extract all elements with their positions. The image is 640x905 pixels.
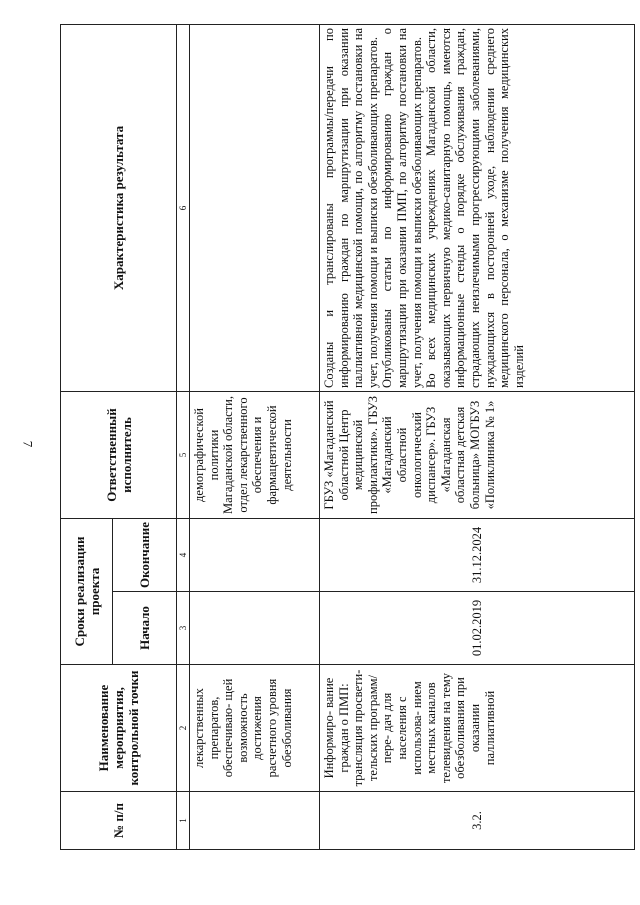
row2-name: Информиро- вание граждан о ПМП: трансляция просвети- тельских программ/пере- дач для населения с использова- нием местных каналов телевидения на тему обезболивания при оказании паллиативной: [320, 665, 635, 792]
row1-start: [190, 592, 320, 665]
row2-executor: ГБУЗ «Магаданский областной Центр медицинской профилактики». ГБУЗ «Магаданский областной онкологический диспансер». ГБУЗ «Магаданская областная детская больница» МОГБУЗ «Поликлиника № 1»: [320, 392, 635, 519]
header-name: Наименование мероприятия, контрольной точки: [61, 665, 177, 792]
header-dates: Сроки реализации проекта: [61, 519, 113, 665]
row2-num: 3.2.: [320, 792, 635, 850]
row1-end: [190, 519, 320, 592]
col-number-6: 6: [177, 25, 190, 392]
header-executor: Ответственный исполнитель: [61, 392, 177, 519]
page-number: 7: [20, 440, 36, 448]
row2-result-paragraph-3: Во всех медицинских учреждениях Магаданской области, оказывающих первичную медико-санитарную помощь, имеются информационные стенды о порядке обслуживания граждан, страдающих неизлечимыми прогрессирующими заболеваниями, нуждающихся в посторонней уходе, наблюдении среднего медицинского персонала, о механизме получения медицинских изделий: [424, 28, 526, 388]
table-row: [190, 25, 320, 850]
row1-name: лекарственных препаратов, обеспечиваю- щей возможность достижения расчетного уровня обезболивания: [190, 665, 320, 792]
row1-executor: демографической политики Магаданской области, отдел лекарственного обеспечения и фармацевтической деятельности: [190, 392, 320, 519]
header-end: Окончание: [113, 519, 177, 592]
col-number-2: 2: [177, 665, 190, 792]
col-number-4: 4: [177, 519, 190, 592]
row2-result-paragraph-1: Созданы и транслированы программы/передачи по информированию граждан по маршрутизации при оказании паллиативной медицинской помощи, по алгоритму постановки на учет, получения помощи и выписки обезболивающих препаратов.: [322, 28, 380, 388]
table-row: [320, 25, 635, 850]
col-number-1: 1: [177, 792, 190, 850]
header-result: Характеристика результата: [61, 25, 177, 392]
row1-result: [190, 25, 320, 392]
plan-table: [60, 24, 635, 850]
col-number-3: 3: [177, 592, 190, 665]
rotated-table-wrapper: [60, 25, 635, 850]
row2-result-paragraph-2: Опубликованы статьи по информированию граждан о маршрутизации при оказании ПМП, по алгоритму постановки на учет, получения помощи и выписки обезболивающих препаратов.: [380, 28, 424, 388]
row2-start: 01.02.2019: [320, 592, 635, 665]
col-number-5: 5: [177, 392, 190, 519]
header-num: № п/п: [61, 792, 177, 850]
row2-result: [320, 25, 635, 392]
row1-num: [190, 792, 320, 850]
header-start: Начало: [113, 592, 177, 665]
row2-end: 31.12.2024: [320, 519, 635, 592]
